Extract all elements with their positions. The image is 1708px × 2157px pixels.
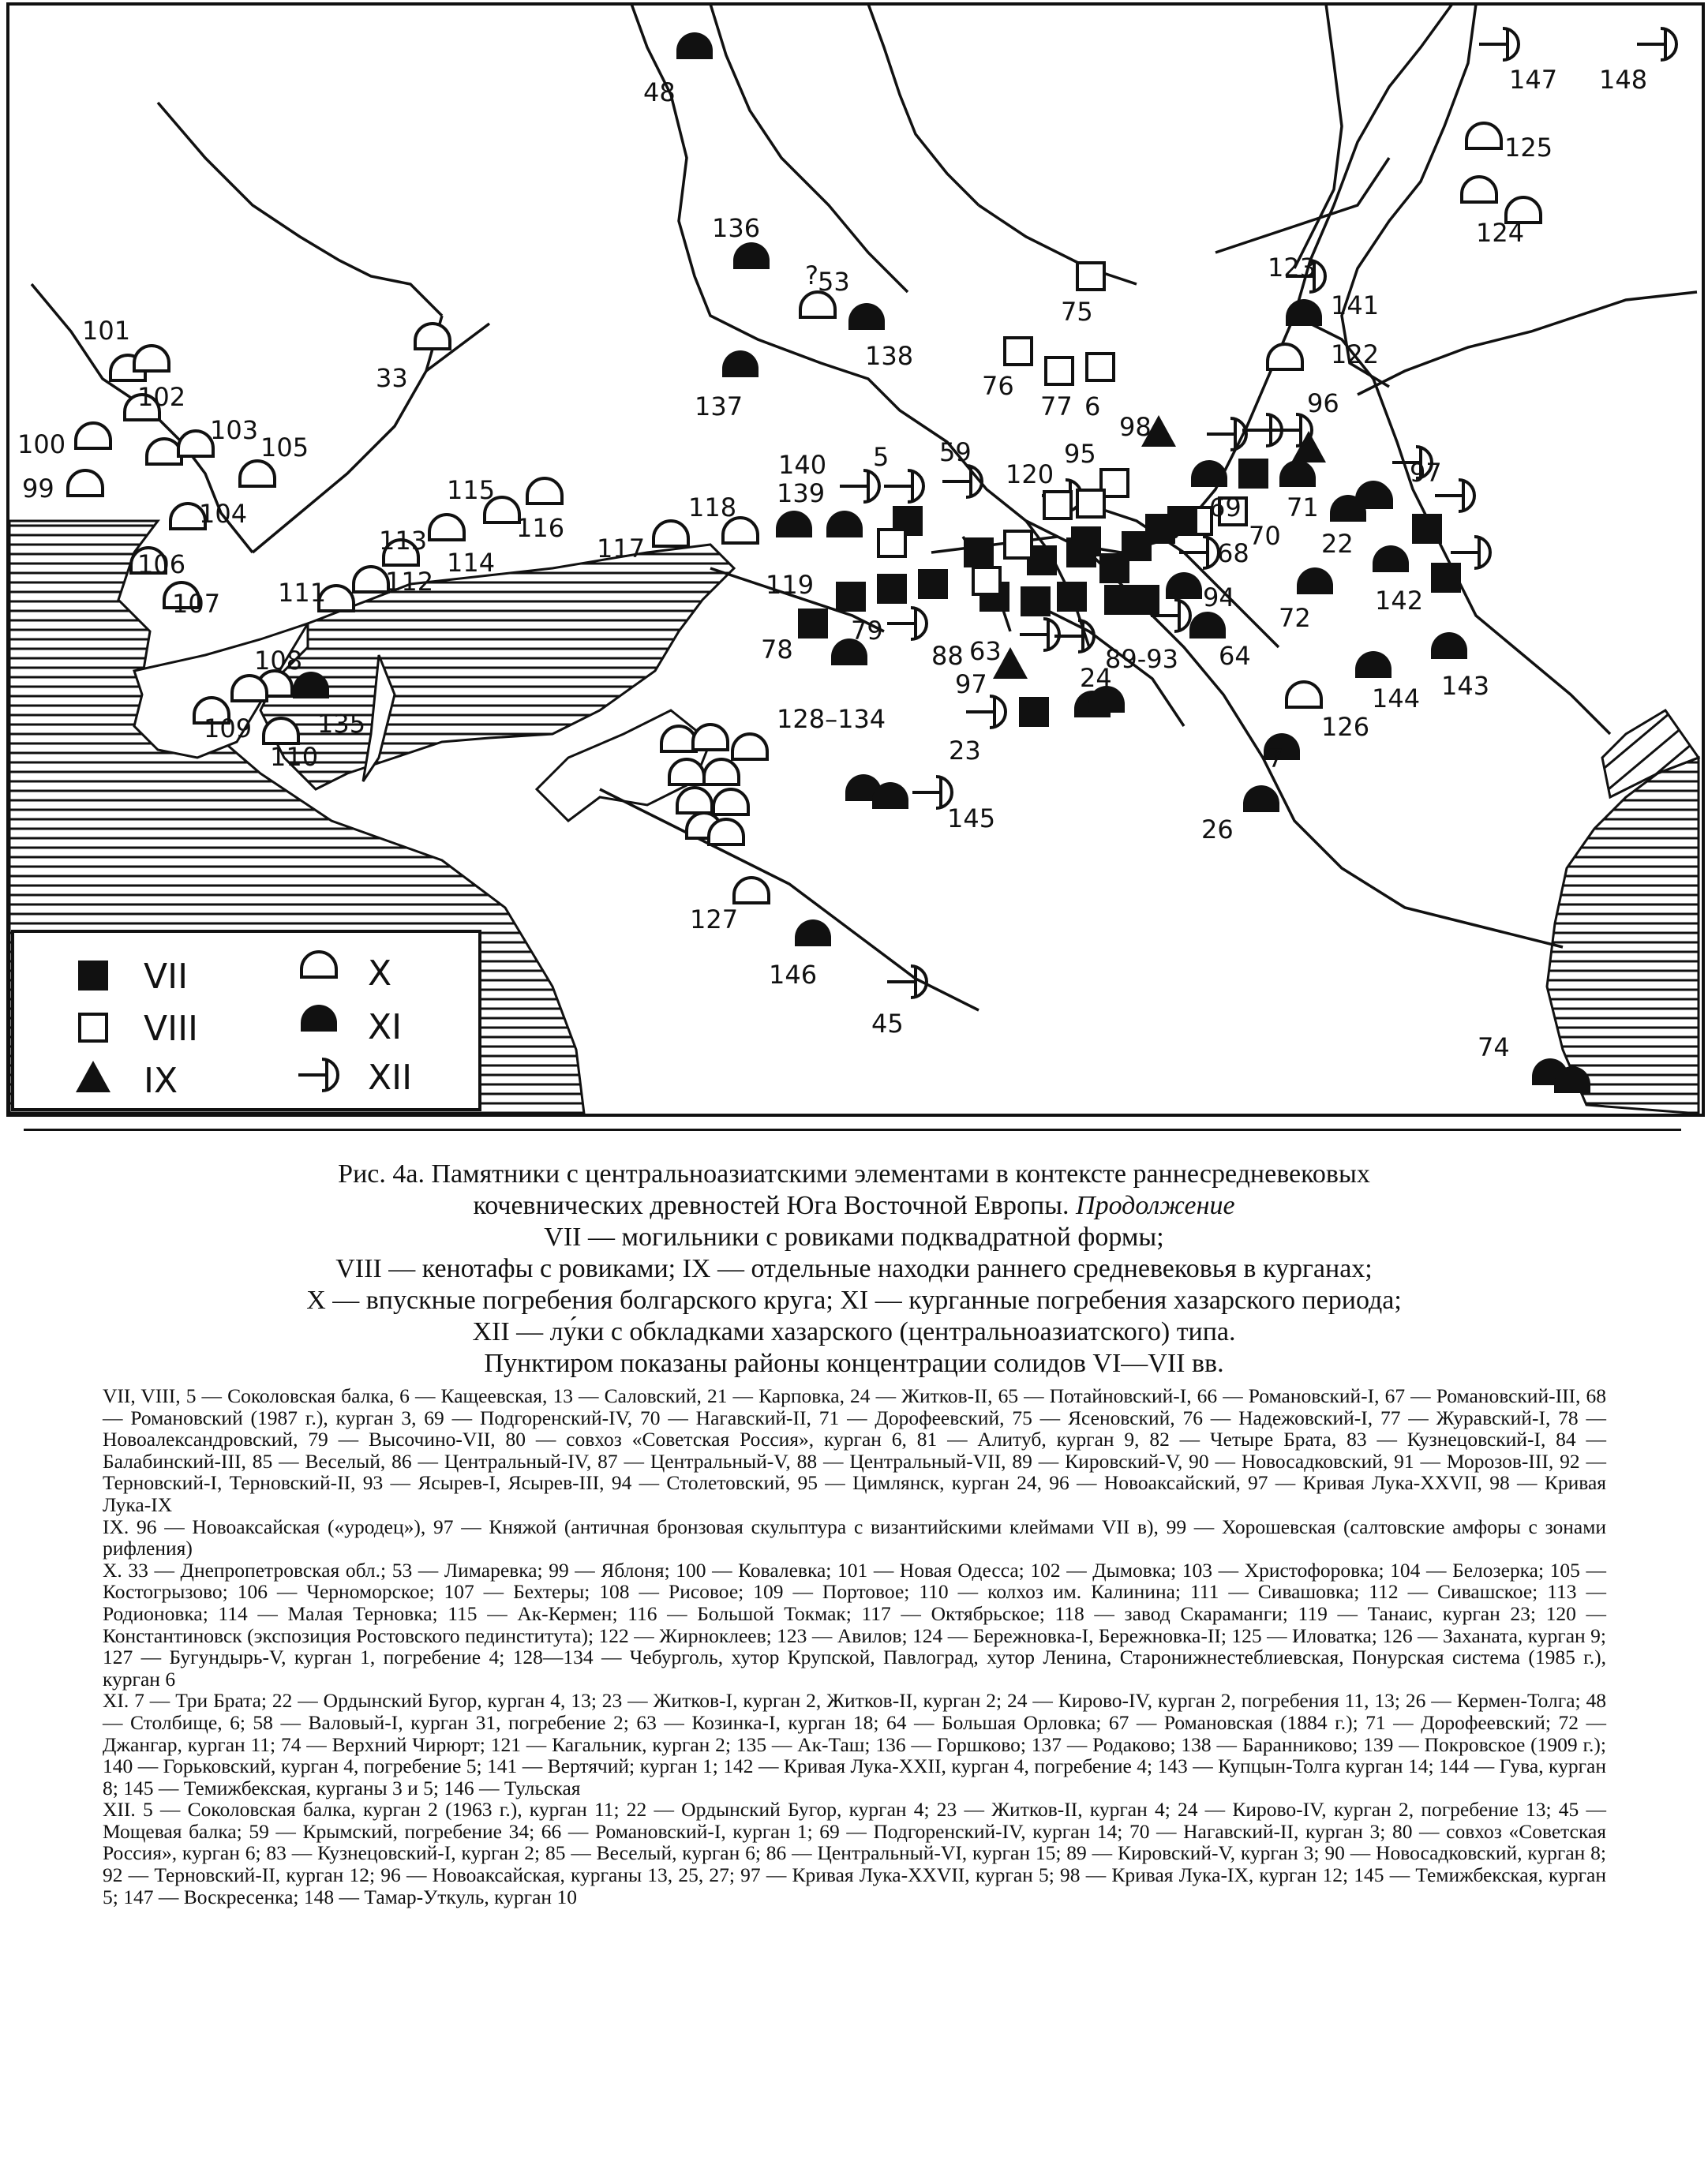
- site-label: 103: [210, 415, 259, 445]
- site-label: 95: [1064, 439, 1096, 469]
- marker-78h: [1021, 586, 1051, 616]
- site-label: 45: [871, 1009, 904, 1039]
- site-label: 124: [1476, 218, 1525, 248]
- site-label: 138: [865, 341, 914, 371]
- site-label: 53: [818, 267, 850, 297]
- site-label: 112: [385, 567, 434, 597]
- site-label: 136: [712, 213, 761, 243]
- marker-75: [1077, 263, 1104, 290]
- site-label: 72: [1279, 603, 1311, 633]
- marker-6: [1087, 354, 1114, 380]
- site-label: 104: [199, 499, 248, 529]
- site-label: 145: [947, 803, 996, 833]
- site-label: 120: [1006, 459, 1054, 489]
- site-label: 22: [1321, 529, 1354, 559]
- marker-78g: [973, 567, 1000, 594]
- site-label: 143: [1441, 671, 1490, 701]
- caption-line-6: XII — лу́ки с обкладками хазарского (центральноазиатского) типа.: [472, 1317, 1236, 1346]
- marker-78l: [1071, 526, 1101, 556]
- site-label: 123: [1268, 253, 1317, 283]
- site-label: 102: [137, 382, 186, 412]
- caption-line-3: VII — могильники с ровиками подквадратной формы;: [544, 1223, 1164, 1252]
- site-label: 135: [317, 709, 366, 739]
- site-label: 100: [17, 429, 66, 459]
- site-label: 106: [137, 549, 186, 579]
- marker-78s: [1044, 492, 1071, 519]
- legend-label-vii: VII: [144, 957, 189, 997]
- site-label: 79: [851, 616, 883, 646]
- caption-line-2-text: кочевнических древностей Юга Восточной Европы.: [473, 1191, 1077, 1220]
- site-label: 108: [254, 646, 303, 676]
- site-label: 99: [22, 474, 54, 504]
- site-label: 147: [1509, 65, 1558, 95]
- site-label: 125: [1504, 133, 1553, 163]
- marker-23b: [1019, 697, 1049, 727]
- site-label: 116: [516, 513, 565, 543]
- caption-line-7: Пунктиром показаны районы концентрации солидов VI—VII вв.: [484, 1349, 1224, 1378]
- legend-label-xi: XI: [368, 1007, 403, 1047]
- site-label: 122: [1331, 339, 1380, 369]
- marker-5d: [878, 530, 905, 556]
- site-label: 98: [1119, 412, 1152, 442]
- site-label: 127: [690, 904, 739, 934]
- site-label: 139: [777, 478, 826, 508]
- site-label: 33: [376, 363, 408, 393]
- marker-77: [1046, 358, 1073, 384]
- legend-label-viii: VIII: [144, 1009, 199, 1049]
- separator-rule: [24, 1129, 1681, 1131]
- site-label: 68: [1217, 538, 1249, 568]
- marker-78b: [836, 582, 866, 612]
- site-list: [103, 1385, 1606, 1908]
- caption-line-4: VIII — кенотафы с ровиками; IX — отдельные находки раннего средневековья в курганах;: [335, 1254, 1373, 1283]
- site-label: 113: [379, 526, 428, 556]
- marker-98b: [1412, 514, 1442, 544]
- site-label: 89-93: [1105, 644, 1178, 674]
- site-label: 24: [1080, 663, 1112, 693]
- site-label: ?: [805, 260, 818, 290]
- site-label: 142: [1375, 586, 1424, 616]
- figure-caption: [95, 1159, 1613, 1380]
- site-label: 97: [1410, 458, 1442, 488]
- site-label: 77: [1040, 391, 1073, 421]
- site-label: 6: [1084, 391, 1101, 421]
- site-label: 148: [1599, 65, 1648, 95]
- legend-label-ix: IX: [144, 1061, 178, 1101]
- caption-line-1: Рис. 4а. Памятники с центральноазиатскими элементами в контексте раннесредневековых: [338, 1159, 1370, 1189]
- marker-78j: [1005, 531, 1032, 558]
- site-label: 105: [260, 433, 309, 462]
- site-label: 71: [1287, 492, 1319, 522]
- site-label: 101: [82, 316, 131, 346]
- caption-line-2: [95, 1190, 1613, 1222]
- site-label: 119: [766, 570, 815, 600]
- marker-96f: [1238, 459, 1268, 489]
- site-list-vii-viii: VII, VIII, 5 — Соколовская балка, 6 — Кащеевская, 13 — Саловский, 21 — Карповка, 24 — Житков-II, 65 — Потайновский-I, 66 — Романовский-I, 67 — Романовский-III, 68 — Романовский (1987 г.), курган 3, 69 — Подгоренский-IV, 70 — Нагавский-II, 71 — Дорофеевский, 75 — Ясеновский, 76 — Надежовский-I, 77 — Журавский-I, 78 — Новоалександровский, 79 — Высочино-VII, 80 — совхоз «Советская Россия», курган 6, 81 — Алитуб, курган 9, 82 — Четыре Брата, 83 — Кузнецовский-I, 84 — Балабинский-III, 85 — Веселый, 86 — Центральный-IV, 87 — Центральный-V, 88 — Центральный-VII, 89 — Кировский-V, 90 — Новосадковский, 91 — Морозов-III, 92 — Терновский-I, Терновский-II, 93 — Ясырев-I, Ясырев-III, 94 — Столетовский, 95 — Цимлянск, курган 24, 96 — Новоаксайский, 97 — Кривая Лука-XXVII, 98 — Кривая Лука-IX: [103, 1384, 1606, 1516]
- site-label: 141: [1331, 290, 1380, 320]
- map-legend: [13, 931, 480, 1110]
- site-label: 126: [1321, 712, 1370, 742]
- caption-continuation: Продолжение: [1076, 1191, 1235, 1220]
- site-label: 63: [969, 636, 1002, 666]
- caption-line-5: X — впускные погребения болгарского круга; XI — курганные погребения хазарского периода;: [306, 1286, 1402, 1315]
- marker-78r: [1104, 585, 1134, 615]
- site-label: 94: [1203, 582, 1235, 612]
- site-label: 74: [1478, 1032, 1510, 1062]
- site-label: 110: [270, 742, 319, 772]
- site-label: 114: [447, 548, 496, 578]
- marker-78d: [918, 569, 948, 599]
- site-label: 118: [688, 492, 737, 522]
- site-label: 97: [955, 669, 987, 699]
- site-label: 128–134: [777, 704, 886, 734]
- site-label: 144: [1372, 683, 1421, 713]
- site-label: 5: [873, 442, 890, 472]
- site-label: 107: [172, 589, 221, 619]
- legend-label-xii: XII: [368, 1058, 413, 1098]
- marker-78t: [1077, 490, 1104, 517]
- marker-78c: [877, 574, 907, 604]
- site-label: 137: [695, 391, 744, 421]
- site-label: 70: [1249, 521, 1281, 551]
- legend-label-x: X: [368, 953, 392, 994]
- site-label: 115: [447, 475, 496, 505]
- marker-78a: [798, 609, 828, 638]
- site-label: 75: [1061, 297, 1093, 327]
- legend-symbol-viii: [80, 1014, 107, 1041]
- marker-78e: [964, 537, 994, 567]
- marker-78p: [1167, 506, 1197, 536]
- site-label: 96: [1307, 388, 1339, 418]
- site-label: 26: [1201, 814, 1234, 844]
- site-label: 111: [278, 578, 327, 608]
- site-label: 23: [949, 736, 981, 766]
- site-label: 109: [204, 713, 253, 743]
- legend-symbol-vii: [78, 961, 108, 990]
- site-label: 64: [1219, 641, 1251, 671]
- site-label: 78: [761, 635, 793, 665]
- site-label: 7: [1268, 743, 1284, 773]
- site-label: 146: [769, 960, 818, 990]
- site-list-xii: XII. 5 — Соколовская балка, курган 2 (1963 г.), курган 11; 22 — Ордынский Бугор, курган 4; 23 — Житков-II, курган 4; 24 — Кирово-IV, курган 2, погребение 13; 45 — Мощевая балка; 59 — Крымский, погребение 34; 66 — Романовский-I, курган 1; 69 — Подгоренский-IV, курган 14; 70 — Нагавский-II, курган 3; 80 — совхоз «Советская Россия», курган 6; 83 — Кузнецовский-I, курган 2; 85 — Веселый, курган 6; 86 — Центральный-VI, курган 15; 89 — Кировский-V, курган 3; 90 — Новосадковский, курган 8; 92 — Терновский-II, курган 12; 96 — Новоаксайская, курганы 13, 25, 27; 97 — Кривая Лука-XXVII, курган 5; 98 — Кривая Лука-IX, курган 12; 145 — Темижбекская, курган 5; 147 — Воскресенка; 148 — Тамар-Уткуль, курган 10: [103, 1798, 1606, 1908]
- site-list-ix: IX. 96 — Новоаксайская («уродец»), 97 — Княжой (античная бронзовая скульптура с византийскими клеймами VII в), 99 — Хорошевская (салтовские амфоры с зонами рифления): [103, 1515, 1606, 1560]
- site-label: 88: [931, 641, 964, 671]
- site-list-x: X. 33 — Днепропетровская обл.; 53 — Лимаревка; 99 — Яблоня; 100 — Ковалевка; 101 — Новая Одесса; 102 — Дымовка; 103 — Христофоровка; 104 — Белозерка; 105 — Костогрызово; 106 — Черноморское; 107 — Бехтеры; 108 — Рисовое; 109 — Портовое; 110 — колхоз им. Калинина; 111 — Сивашовка; 112 — Сивашское; 113 — Родионовка; 114 — Малая Терновка; 115 — Ак-Кермен; 116 — Большой Токмак; 117 — Октябрьское; 118 — завод Скараманги; 119 — Танаис, курган 23; 120 — Константиновск (экспозиция Ростовского пединститута); 122 — Жирноклеев; 123 — Авилов; 124 — Бережновка-I, Бережновка-II; 125 — Иловатка; 126 — Заханата, курган 9; 127 — Бугундырь-V, курган 1, погребение 4; 128—134 — Чебурголь, хутор Крупской, Павлоград, хутор Ленина, Старонижнестеблиевская, Понурская система (1985 г.), курган 6: [103, 1558, 1606, 1691]
- marker-78u: [1057, 582, 1087, 612]
- site-label: 140: [778, 450, 827, 480]
- site-label: 48: [643, 77, 676, 107]
- site-label: 76: [982, 371, 1014, 401]
- site-label: 117: [597, 534, 646, 564]
- site-list-xi: XI. 7 — Три Брата; 22 — Ордынский Бугор, курган 4, 13; 23 — Житков-I, курган 2, Житков-II, курган 2; 24 — Кирово-IV, курган 2, погребения 11, 13; 26 — Кермен-Толга; 48 — Столбище, 6; 58 — Валовый-I, курган 31, погребение 2; 63 — Козинка-I, курган 18; 64 — Большая Орловка; 67 — Романовская (1884 г.); 71 — Дорофеевский; 72 — Джангар, курган 11; 74 — Верхний Чирюрт; 121 — Кагальник, курган 2; 135 — Ак-Таш; 136 — Горшково; 137 — Родаково; 138 — Баранниково; 139 — Покровское (1909 г.); 140 — Горьковский, курган 4, погребение 5; 141 — Вертячий; курган 1; 142 — Кривая Лука-XXII, курган 4, погребение 4; 143 — Купцын-Толга курган 14; 144 — Гува, курган 8; 145 — Темижбекская, курганы 3 и 5; 146 — Тульская: [103, 1689, 1606, 1799]
- marker-98d: [1431, 563, 1461, 593]
- site-label: 69: [1209, 492, 1242, 522]
- marker-76: [1005, 338, 1032, 365]
- site-label: 59: [939, 437, 972, 467]
